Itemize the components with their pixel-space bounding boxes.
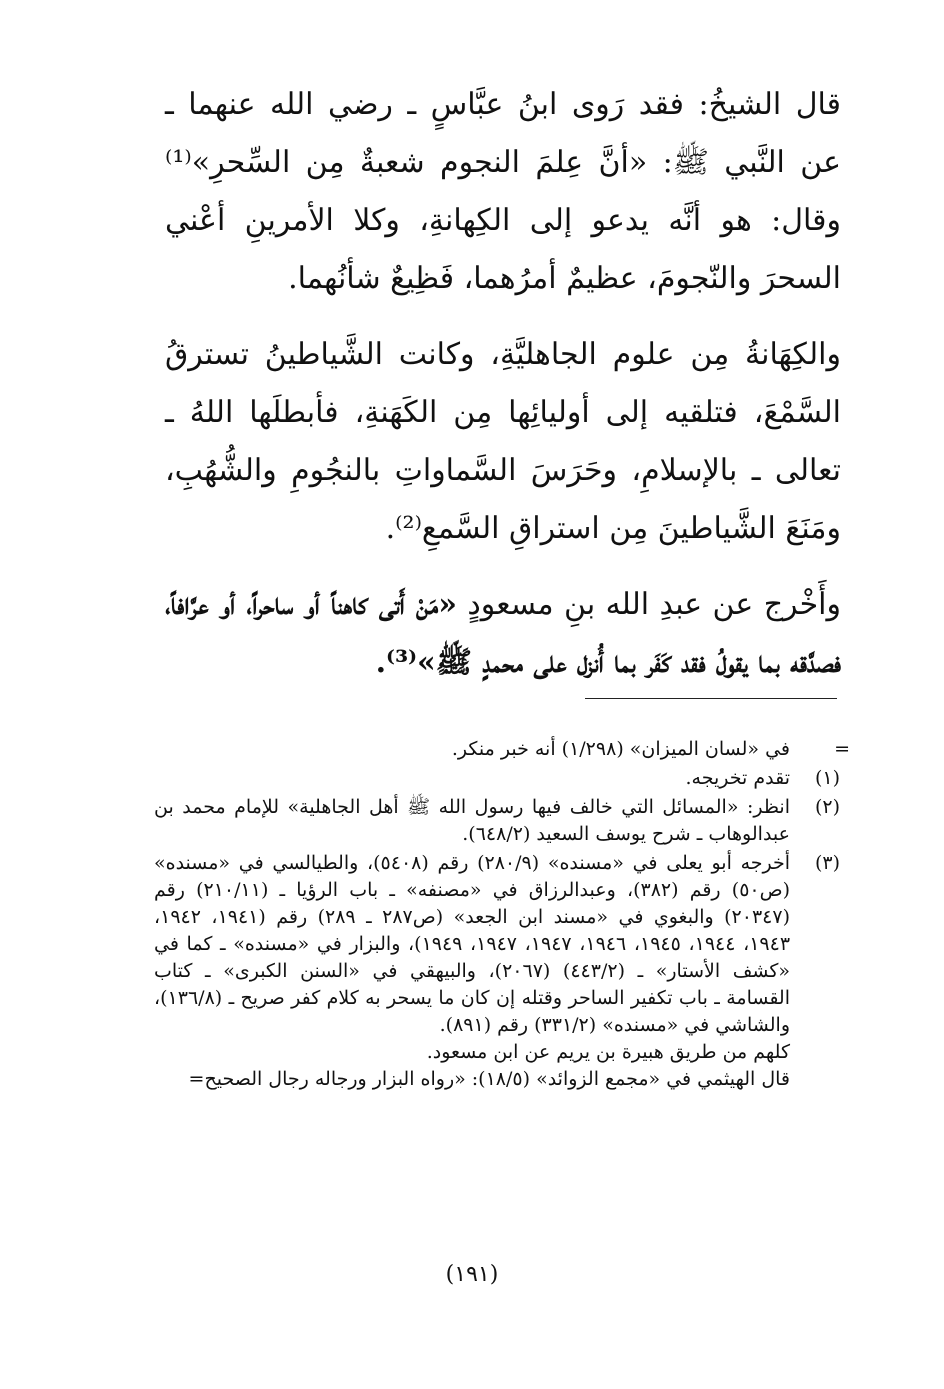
footnotes — [154, 736, 850, 1095]
footnote-number: (٣) — [814, 852, 840, 874]
footnote-number: (١) — [814, 767, 840, 789]
footnote-text: في «لسان الميزان» (١/٢٩٨) أنه خبر منكر. — [451, 738, 790, 760]
paragraph-2: والكِهَانةُ مِن علوم الجاهليَّةِ، وكانت الشَّياطينُ تسترقُ السَّمْعَ، فتلقيه إلى أوليائِها مِن الكَهَنةِ، فأبطلَها اللهُ ـ تعالى ـ بالإسلامِ، وحَرَسَ السَّماواتِ بالنجُومِ والشُّهُبِ، ومَنَعَ الشَّياطينَ مِن استراقِ السَّمعِ⁽²⁾. — [165, 337, 841, 546]
footnote-text: أخرجه أبو يعلى في «مسنده» (٢٨٠/٩) رقم (٥٤٠٨)، والطيالسي في «مسنده» (ص٥٠) رقم (٣٨٢)، وعبدالرزاق في «مصنفه» ـ باب الرؤيا ـ (٢١٠/١١) رقم (٢٠٣٤٧) والبغوي في «مسند ابن الجعد» (ص٢٨٧ ـ ٢٨٩) رقم (١٩٤١، ١٩٤٢، ١٩٤٣، ١٩٤٤، ١٩٤٥، ١٩٤٦، ١٩٤٧، ١٩٤٧، ١٩٤٩)، والبزار في «مسنده» ـ كما في «كشف الأستار» ـ (٤٤٣/٢) (٢٠٦٧)، والبيهقي في «السنن الكبرى» ـ كتاب القسامة ـ باب تكفير الساحر وقتله إن كان ما يسحر به كلام كفر صريح ـ (١٣٦/٨)، والشاشي في «مسنده» (٣٣١/٢) رقم (٨٩١). كلهم من طريق هبيرة بن يريم عن ابن مسعود. قال الهيثمي في «مجمع الزوائد» (١٨/٥): «رواه البزار ورجاله رجال الصحيح= — [154, 852, 791, 1090]
paragraph-1: قال الشيخُ: فقد رَوى ابنُ عبَّاسٍ ـ رضي الله عنهما ـ عن النَّبي ﷺ: «أنَّ عِلمَ النجوم شعبةٌ مِن السِّحرِ»⁽¹⁾ وقال: هو أنَّه يدعو إلى الكِهانةِ، وكلا الأمرينِ أعْني السحرَ والنّجومَ، عظيمٌ أمرُهما، فَظِيعٌ شأنُهما. — [165, 87, 841, 296]
footnote-1 — [154, 765, 844, 792]
footnote-separator — [585, 698, 837, 699]
footnote-text: تقدم تخريجه. — [685, 767, 790, 789]
footnote-3 — [154, 850, 844, 1093]
footnote-marker: = — [834, 738, 850, 760]
page-number: (١٩١) — [445, 1262, 499, 1287]
paragraph-3 — [165, 576, 841, 692]
main-text — [165, 76, 841, 710]
footnote-number: (٢) — [814, 796, 840, 818]
paragraph-3-intro: وأَخْرج عن عبدِ الله بنِ مسعودٍ — [467, 587, 841, 622]
footnote-continuation — [154, 736, 850, 763]
footnote-2 — [154, 794, 844, 848]
hadith-quote: «مَنْ أَتى كاهناً أو ساحراً، أو عرَّافاً، فصدَّقه بما يقولُ فقد كَفَر بما أُنزل على محمدٍ ﷺ»⁽³⁾. — [165, 587, 841, 680]
footnote-text: انظر: «المسائل التي خالف فيها رسول الله ﷺ أهل الجاهلية» للإمام محمد بن عبدالوهاب ـ شرح يوسف السعيد (٦٤٨/٢). — [154, 796, 790, 845]
